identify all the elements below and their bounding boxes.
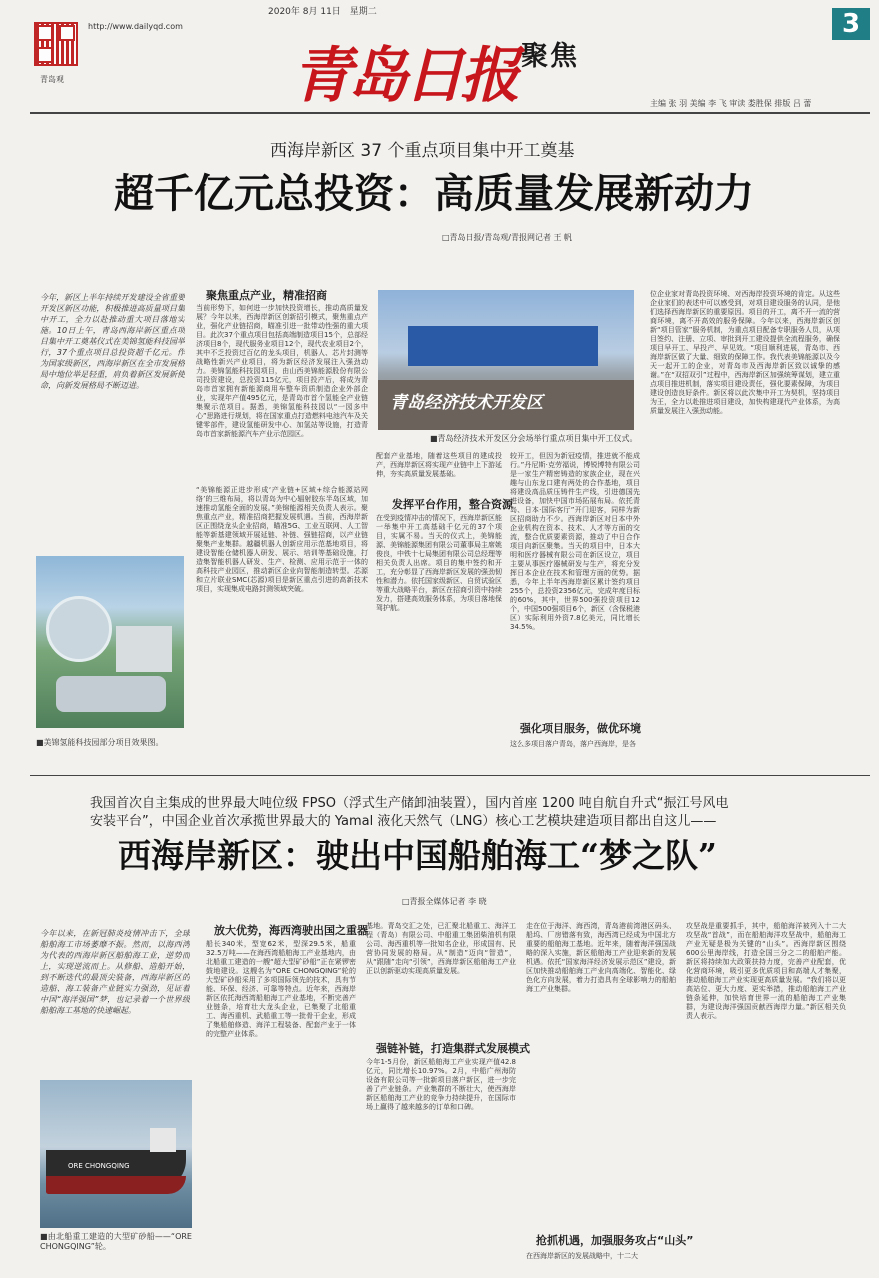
- editor-credits: 主编 张 羽 美编 李 飞 审读 娄胜保 排版 吕 蕾: [650, 99, 812, 108]
- article1-col5: 位企业家对青岛投资环境、对西海岸投资环境的肯定。从这些企业家们的表述中可以感受到，对项目建设服务的认同，是他们选择西海岸新区的重要原因。项目的开工，离不开一流的营商环境，离不开高效的服务保障。今年以来，西海岸新区创新“项目管家”服务机制，为重点项目配备专职服务人员，从项目签约、注册、立项、审批到开工建设提供全流程服务，确保项目早开工、早投产、早见效。“项目顺利进展，青岛市、西海岸新区做了大量、细致的保障工作。我代表美锦能源以及今天一起开工的企业，对青岛市及西海岸新区致以诚挚的感谢。”在“双招双引”过程中，西海岸新区加强统筹谋划，建立重点项目推进机制，落实项目建设责任，强化要素保障，为项目建设创造良好条件。新区将以此次集中开工为契机，坚持项目为王，全力以赴推进项目建设，加快构建现代产业体系，为高质量发展注入强劲动能。: [650, 290, 840, 415]
- newspaper-logo: 青岛日报: [292, 41, 516, 111]
- article1-col3: 配套产业基地，随着这些项目的建成投产，西海岸新区将实现产业链中上下游延伸，夯实高质量发展基础。: [376, 452, 502, 478]
- article2-lead: 今年以来，在新冠肺炎疫情冲击下，全球船舶海工市场萎靡不振。然而，以海西湾为代表的西海岸新区船舶海工业，逆势而上，实现逆流而上。从修船、造船开始，到不断迭代的最顶尖装备，西海岸新区的造船、海工装备产业链实力强劲，见证着中国“海洋强国”梦，也记录着一个世界级船舶海工基地的快速崛起。: [40, 929, 190, 1015]
- article1-col1: 当前形势下，如何进一步加快投资增长，推动高质量发展？今年以来，西海岸新区创新招引模式，聚焦重点产业，强化产业链招商，瞄准引进一批带动性强的重大项目。此次37个重点项目包括高端制造项目15个，总部经济项目8个，现代服务业项目12个，现代农业项目2个，其中不乏投资过百亿的龙头项目，机器人、芯片封测等战略性新兴产业项目，将为新区经济发展注入强劲动力。美锦氢能科技园项目，由山西美锦能源股份有限公司投资建设，总投资115亿元，项目投产后，将成为青岛市首家拥有新能源商用车整车资质制造企业外部企业，实现年产值495亿元，是青岛市首个氢能全产业链集聚示范项目。据悉，美锦氢能科技园以“一园多中心”思路进行规划，将在国家重点打造燃料电池汽车及关键零部件，建设氢能研发中心、加氢站等设施，打造青岛市首家新能源汽车产业示范园区。: [196, 304, 368, 438]
- header-url[interactable]: http://www.dailyqd.com: [88, 22, 183, 31]
- section-title: 聚焦: [521, 41, 579, 72]
- photo1-sign: 青岛经济技术开发区: [390, 393, 543, 413]
- article2-headline: 西海岸新区：驶出中国船舶海工“梦之队”: [118, 836, 717, 875]
- photo2-caption: ■美锦氢能科技园部分项目效果图。: [36, 738, 164, 747]
- header-date: [268, 4, 377, 17]
- article2-col2: 基地。青岛交汇之处，已汇聚北船重工、海洋工程（青岛）有限公司、中船重工集团柴油机有限公司、海西重机等一批知名企业，形成国有、民营协同发展的格局。从“制造”迈向“智造”，从“跟随”走向“引领”，西海岸新区船舶海工产业正以创新驱动实现高质量发展。: [366, 922, 516, 975]
- article1-subhead-2: 发挥平台作用，整合资源: [392, 498, 513, 511]
- article2-kicker-line2: 安装平台”，中国企业首次承揽世界最大的 Yamal 液化天然气（LNG）核心工艺模块建造项目都出自这儿——: [90, 814, 717, 829]
- qr-caption: 青岛观: [40, 75, 64, 84]
- article2-subhead-3: 抢抓机遇，加强服务攻占“山头”: [536, 1234, 694, 1247]
- article2-byline: □青报全媒体记者 李 晓: [402, 897, 487, 906]
- article2-subhead-2: 强链补链，打造集群式发展模式: [376, 1042, 530, 1055]
- article1-headline: 超千亿元总投资：高质量发展新动力: [114, 170, 754, 217]
- article1-lead: 今年，新区上半年持续开发建设全省重要开发区新区功能，积极推进高质量项目集中开工，全力以赴推动重大项目落地实施。10日上午，青岛西海岸新区重点项目集中开工奠基仪式在美锦氢能科技园举行，37个重点项目总投资超千亿元。作为国家级新区，西海岸新区在全市发展格局中地位举足轻重，肩负着新区发展新使命，向新发展格局不断迈进。: [40, 293, 185, 390]
- article1-col4: 较开工，但因为新冠疫情，推进就不能成行。”丹尼斯·克劳福说，博锐博特有限公司是一家生产精密铸造的家族企业，现在兴趣与山东龙口建有两处的合作基地，项目将建设高品质压铸件生产线，引进德国先进设备，加快中国市场拓展布局。依托青岛、日本·国际客厅”开门迎客，同样为新区招商助力不少。西海岸新区对日本中外企业机构在资本、技术、人才等方面的交流，整合优质要素资源，推动了中日合作项目向新区聚集。当天的项目中，日本大明和医疗器械有限公司在新区设立，项目主要从事医疗器械研发与生产，将充分发挥日本企业在技术和管理方面的优势。据悉，今年上半年西海岸新区累计签约项目255个，总投资2356亿元，完成年度目标的60%，其中，世界500强投资项目12个，中国500强项目6个，新区（含保税港区）实际利用外资7.8亿美元，同比增长34.5%。: [510, 452, 640, 631]
- article1-subhead-1: 聚焦重点产业，精准招商: [206, 289, 327, 302]
- ship-name: ORE CHONGQING: [68, 1162, 130, 1170]
- article1-col3b: 在受到疫情冲击的情况下，西海岸新区能一举集中开工高基础千亿元的37个项目，实属不易。当天的仪式上，美锦能源、美锦能源集团有限公司董事局主席姚俊良，中铁十七局集团有限公司总经理等相关负责人出席。项目的集中签约和开工，充分彰显了西海岸新区发展的强劲韧性和潜力。依托国家级新区、自贸试验区等重大战略平台，新区在招商引资中持续发力，搭建高效服务体系，为项目落地保驾护航。: [376, 514, 502, 612]
- header-rule: [30, 112, 870, 114]
- article2-col2b: 今年1-5月份，新区船舶海工产业实现产值42.8亿元，同比增长10.97%。2月，中船广州海防设备有限公司等一批新项目落户新区，进一步完善了产业链条。产业集群的不断壮大，使西海岸新区船舶海工产业的竞争力持续提升，在国际市场上赢得了越来越多的订单和口碑。: [366, 1058, 516, 1111]
- article2-col4: 攻坚战是重要抓手，其中，船舶海洋被列入十二大攻坚战“首战”，而在船舶海洋攻坚战中，船舶海工产业无疑是极为关键的“山头”。西海岸新区围绕600公里海岸线，打造全国三分之二的船舶产能。新区将持续加大政策扶持力度，完善产业配套，优化营商环境，吸引更多优质项目和高端人才集聚，推动船舶海工产业实现更高质量发展。“我们将以更高站位、更大力度、更实举措，推动船舶海工产业链条延伸，加快培育世界一流的船舶海工产业集群，为建设海洋强国贡献西海岸力量。”新区相关负责人表示。: [686, 922, 846, 1020]
- article2-col3: 走在位于海洋、海西湾，青岛港前湾港区码头、船坞、厂房错落有致，海西湾已经成为中国北方重要的船舶海工基地。近年来，随着海洋强国战略的深入实施，新区船舶海工产业迎来新的发展机遇。依托“国家海洋经济发展示范区”建设，新区加快推动船舶海工产业向高端化、智能化、绿色化方向发展，着力打造具有全球影响力的船舶海工产业集群。: [526, 922, 676, 993]
- article2-col3b: 在西海岸新区的发展战略中，十二大: [526, 1252, 638, 1260]
- photo1: [378, 290, 634, 430]
- photo2: [36, 556, 184, 728]
- photo3-caption: ■由北船重工建造的大型矿砂船——“ORE CHONGQING”轮。: [40, 1232, 192, 1251]
- article1-col4b: 这么多项目落户青岛，落户西海岸，是各: [510, 740, 636, 748]
- article1-subhead-3: 强化项目服务，做优环境: [520, 722, 641, 735]
- article1-byline: □青岛日报/青岛观/青报网记者 王 帆: [442, 233, 573, 242]
- article2-kicker-line1: 我国首次自主集成的世界最大吨位级 FPSO（浮式生产储卸油装置），国内首座 1200 吨自航自升式“振江号风电: [90, 796, 729, 811]
- date: 2020年 8月 11日: [268, 7, 341, 17]
- article2-col1: 船长340米，型宽62米，型深29.5米，船重32.5万吨——在海西湾船舶海工产业基地内，由北船重工建造的一艘“超大型矿砂船”正在紧锣密鼓地建设。这艘名为“ORE CHONGQING”轮的大型矿砂船采用了多项国际领先的技术，具有节能、环保、经济、可靠等特点。近年来，西海岸新区依托海西湾船舶海工产业基地，不断完善产业链条，培育壮大龙头企业，已集聚了北船重工、海西重机、武船重工等一批骨干企业，形成了集船舶修造、海洋工程装备、配套产业于一体的完整产业体系。: [206, 940, 356, 1038]
- qr-code-icon[interactable]: [34, 22, 78, 66]
- article1-kicker: 西海岸新区 37 个重点项目集中开工奠基: [270, 141, 575, 161]
- section-divider: [30, 775, 870, 776]
- article2-subhead-1: 放大优势，海西湾驶出国之重器: [214, 924, 368, 937]
- photo3: [40, 1080, 192, 1228]
- weekday: 星期二: [349, 7, 377, 17]
- article1-col2: “美锦能源正进步形成‘产业链+区域+综合能源站网络’的三维布局，将以青岛为中心辐射胶东半岛区域，加速推动氢能全面的发展。”美锦能源相关负责人表示。聚焦重点产业，精准招商把握发展机遇。当前，西海岸新区正围绕龙头企业招商，瞄准5G、工业互联网、人工智能等新基建领域开展延链、补链、强链招商，以产业链聚集产业集群。越疆机器人创新应用示范基地项目，将建设智能仓储机器人研发、展示、培训等基础设施，打造集智能机器人研发、生产、检测、应用示范于一体的高科技产业园区，推动新区企业向智能制造转型。芯源和立片联业SMC(芯源)项目是新区重点引进的高新技术项目，实现集成电路封测领域突破。: [196, 486, 368, 593]
- photo1-caption: ■青岛经济技术开发区分会场举行重点项目集中开工仪式。: [430, 434, 638, 443]
- page-number-badge: 3: [832, 8, 870, 40]
